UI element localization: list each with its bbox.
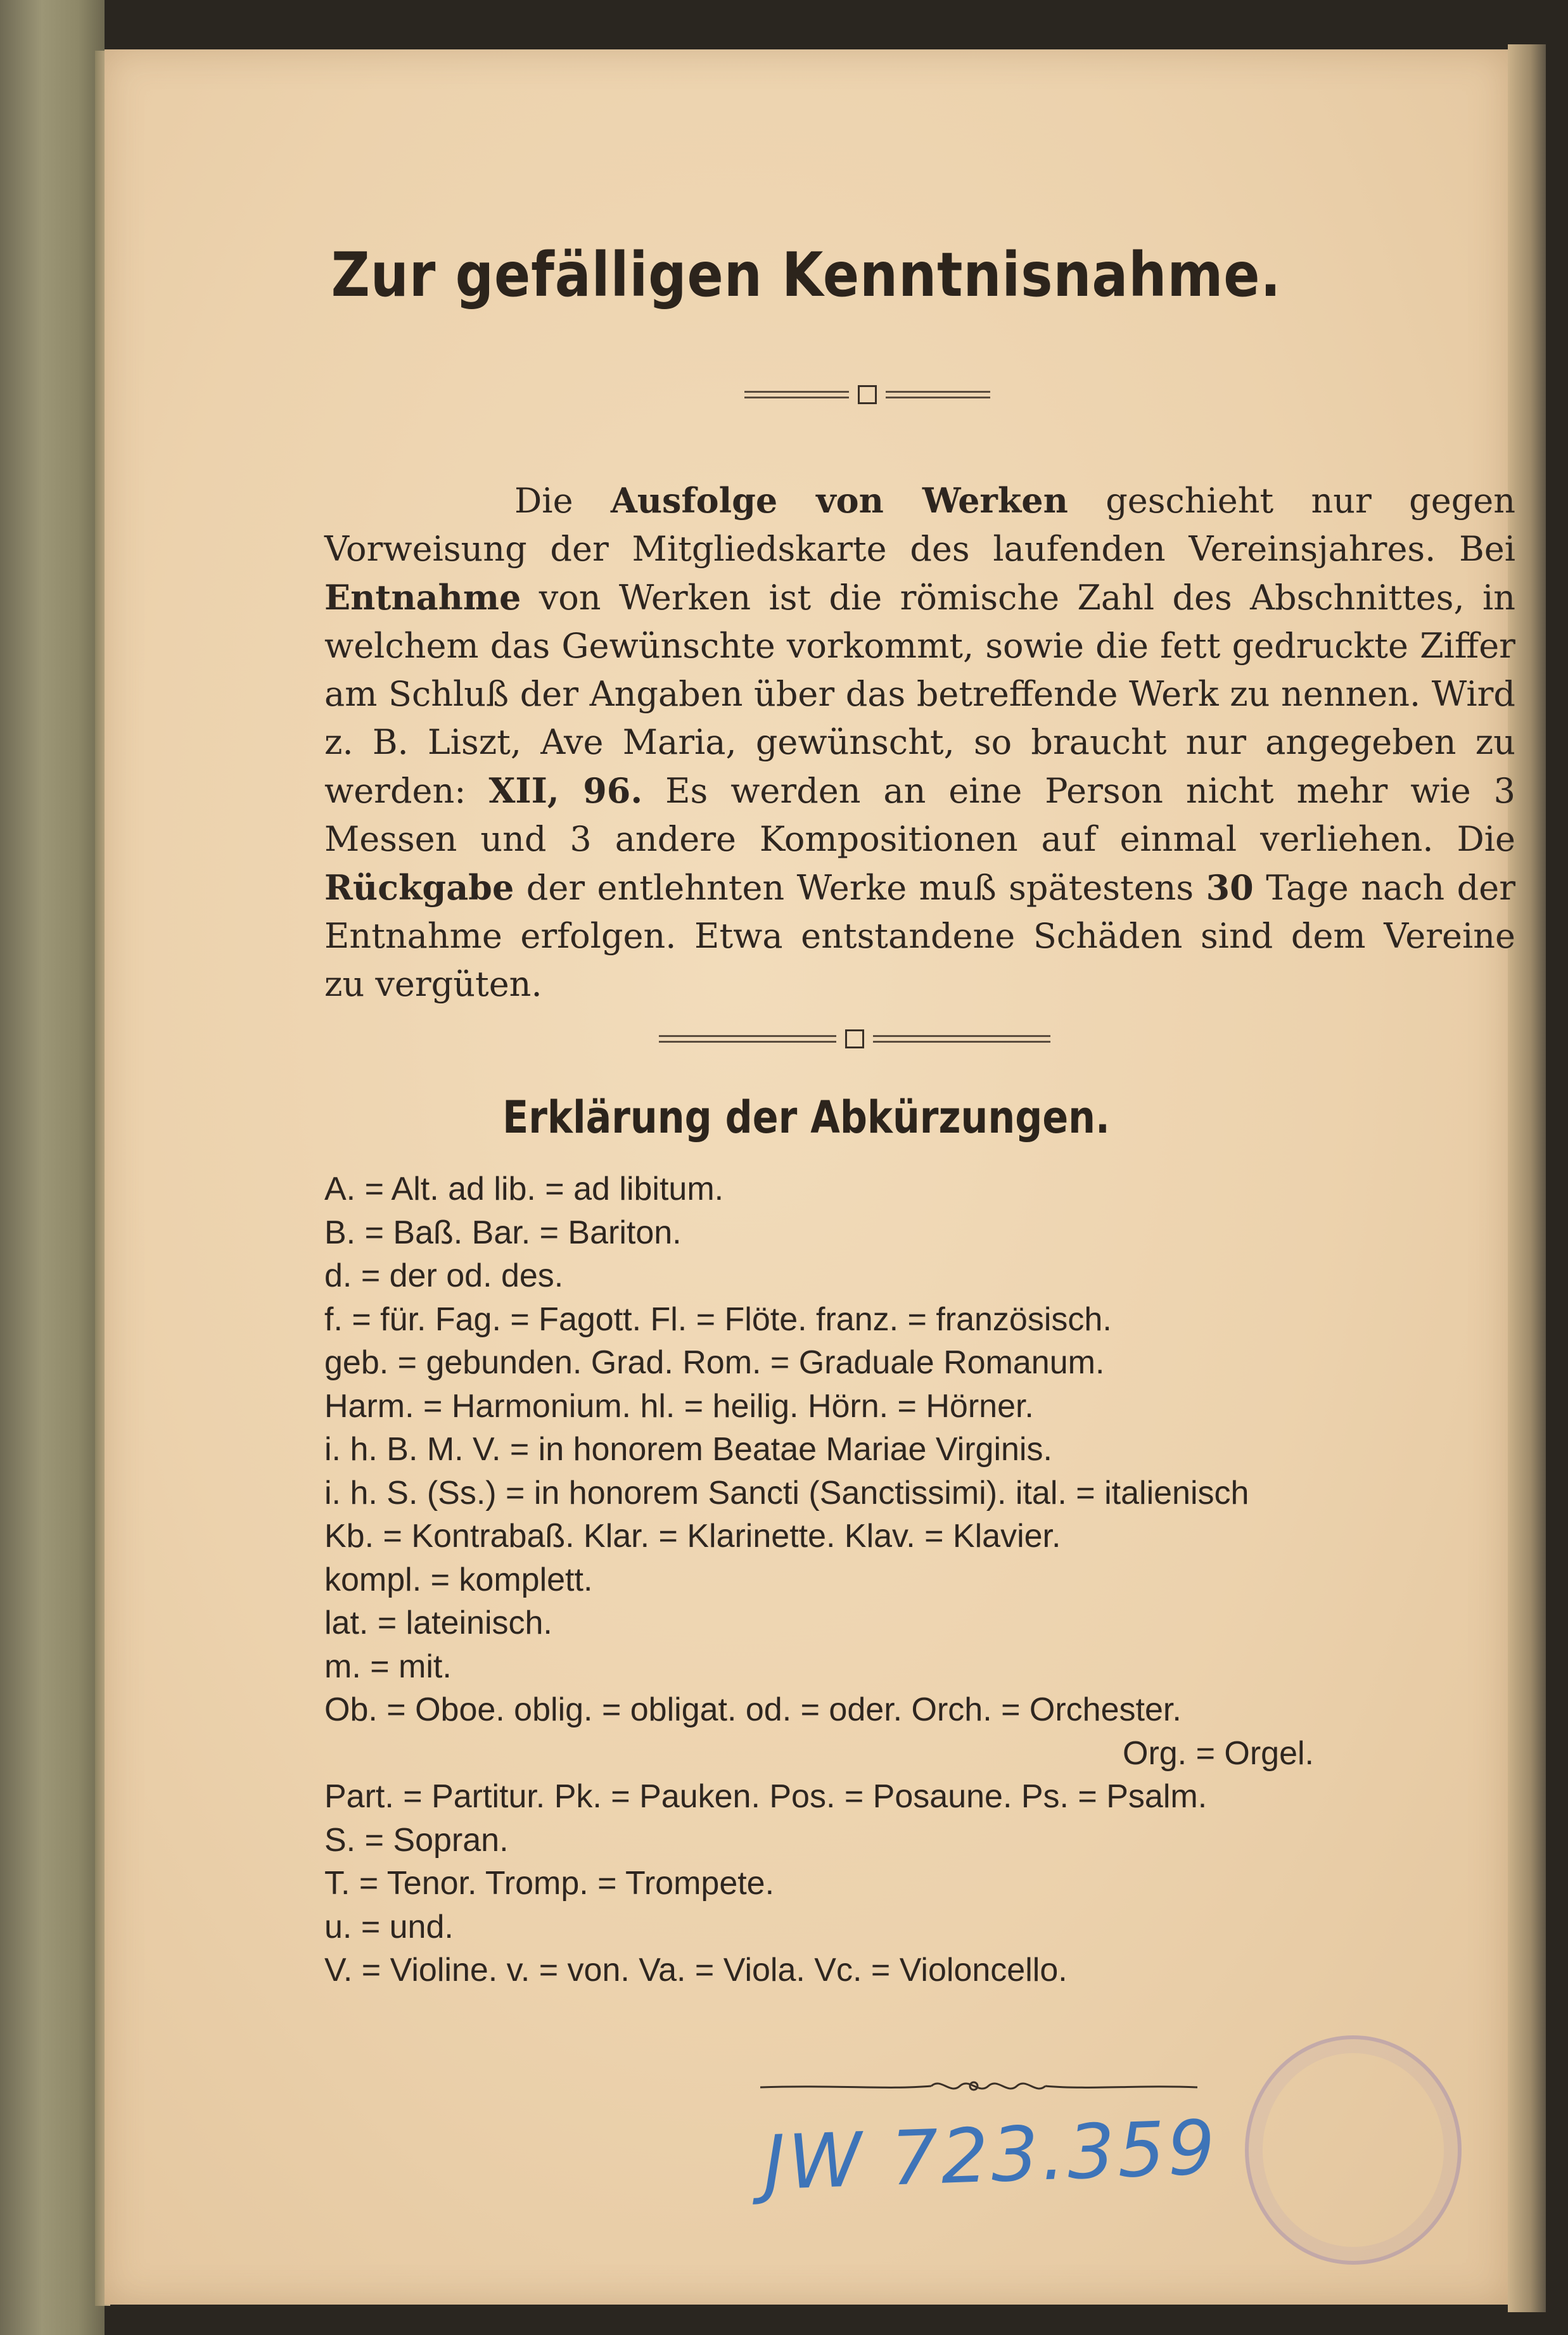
para-text-5: der entlehnten Werke muß spätestens <box>514 868 1206 908</box>
para-bold-entnahme: Entnahme <box>324 577 521 618</box>
abbreviation-entry: i. h. B. M. V. = in honorem Beatae Mariae Virginis. <box>324 1431 1052 1468</box>
abbreviation-entry: kompl. = komplett. <box>324 1561 593 1598</box>
divider-box-icon <box>845 1029 864 1048</box>
abbreviation-entry: d. = der od. des. <box>324 1257 564 1294</box>
abbreviation-entry: f. = für. Fag. = Fagott. Fl. = Flöte. franz. = französisch. <box>324 1301 1112 1338</box>
abbreviation-entry: Part. = Partitur. Pk. = Pauken. Pos. = Posaune. Ps. = Psalm. <box>324 1778 1208 1815</box>
abbreviation-entry: Ob. = Oboe. oblig. = obligat. od. = oder. Orch. = Orchester. <box>324 1691 1182 1728</box>
para-bold-ausfolge: Ausfolge von Werken <box>610 480 1068 521</box>
para-text-2: geschieht nur gegen Vorweisung der Mitgliedskarte des laufenden Vereinsjahres. Bei <box>324 481 1515 569</box>
abbreviation-entry: S. = Sopran. <box>324 1821 509 1859</box>
abbreviation-entry: T. = Tenor. Tromp. = Trompete. <box>324 1865 775 1902</box>
divider-line <box>886 391 990 398</box>
book-spine <box>0 0 105 2335</box>
handwritten-shelfmark: JW 723.359 <box>762 2103 1220 2207</box>
divider-box-icon <box>858 385 877 404</box>
abbreviation-entry: i. h. S. (Ss.) = in honorem Sancti (Sanctissimi). ital. = italienisch <box>324 1474 1249 1511</box>
abbreviation-entry-continued: Org. = Orgel. <box>1123 1734 1314 1772</box>
para-bold-days: 30 <box>1206 867 1254 908</box>
abbreviation-entry: V. = Violine. v. = von. Va. = Viola. Vc. = Violoncello. <box>324 1952 1068 1988</box>
para-text-3: von Werken ist die römische Zahl des Abschnittes, in welchem das Gewünschte vorkommt, sowie die fett gedruckte Ziffer am Schluß der Angaben über das betreffende Werk zu nennen. Wird z. B. Liszt, Ave Maria, gewünscht, so braucht nur angegeben zu werden: <box>324 578 1515 811</box>
abbreviation-entry: A. = Alt. ad lib. = ad libitum. <box>324 1171 724 1207</box>
para-text-4: Es werden an eine Person nicht mehr wie 3 Messen und 3 andere Kompositionen auf einmal verliehen. Die <box>324 771 1516 859</box>
notice-paragraph <box>324 476 1515 1008</box>
abbreviation-entry: Kb. = Kontrabaß. Klar. = Klarinette. Klav. = Klavier. <box>324 1518 1061 1555</box>
abbreviation-entry: B. = Baß. Bar. = Bariton. <box>324 1214 682 1251</box>
abbreviation-entry: m. = mit. <box>324 1648 452 1685</box>
divider-line <box>744 391 849 398</box>
middle-divider <box>659 1029 1050 1048</box>
page-title: Zur gefälligen Kenntnisnahme. <box>331 239 1282 310</box>
abbreviations-heading: Erklärung der Abkürzungen. <box>502 1091 1110 1143</box>
abbreviation-entry: u. = und. <box>324 1908 454 1945</box>
abbreviation-entry: Harm. = Harmonium. hl. = heilig. Hörn. = Hörner. <box>324 1387 1034 1425</box>
abbreviation-entry: geb. = gebunden. Grad. Rom. = Graduale Romanum. <box>324 1344 1105 1381</box>
abbreviation-entry: lat. = lateinisch. <box>324 1605 552 1641</box>
para-text-1: Die <box>514 481 611 521</box>
document-page <box>105 49 1516 2305</box>
para-text-6: Tage nach der Entnahme erfolgen. Etwa entstandene Schäden sind dem Vereine zu vergüten. <box>324 868 1516 1004</box>
divider-line <box>873 1035 1050 1043</box>
abbreviations-list <box>324 1168 1528 1992</box>
para-bold-example: XII, 96. <box>488 770 643 811</box>
para-bold-rueckgabe: Rückgabe <box>324 867 514 908</box>
divider-line <box>659 1035 836 1043</box>
library-stamp <box>1245 2035 1462 2265</box>
top-divider <box>744 385 990 404</box>
ornament-flourish-icon <box>760 2073 1197 2099</box>
